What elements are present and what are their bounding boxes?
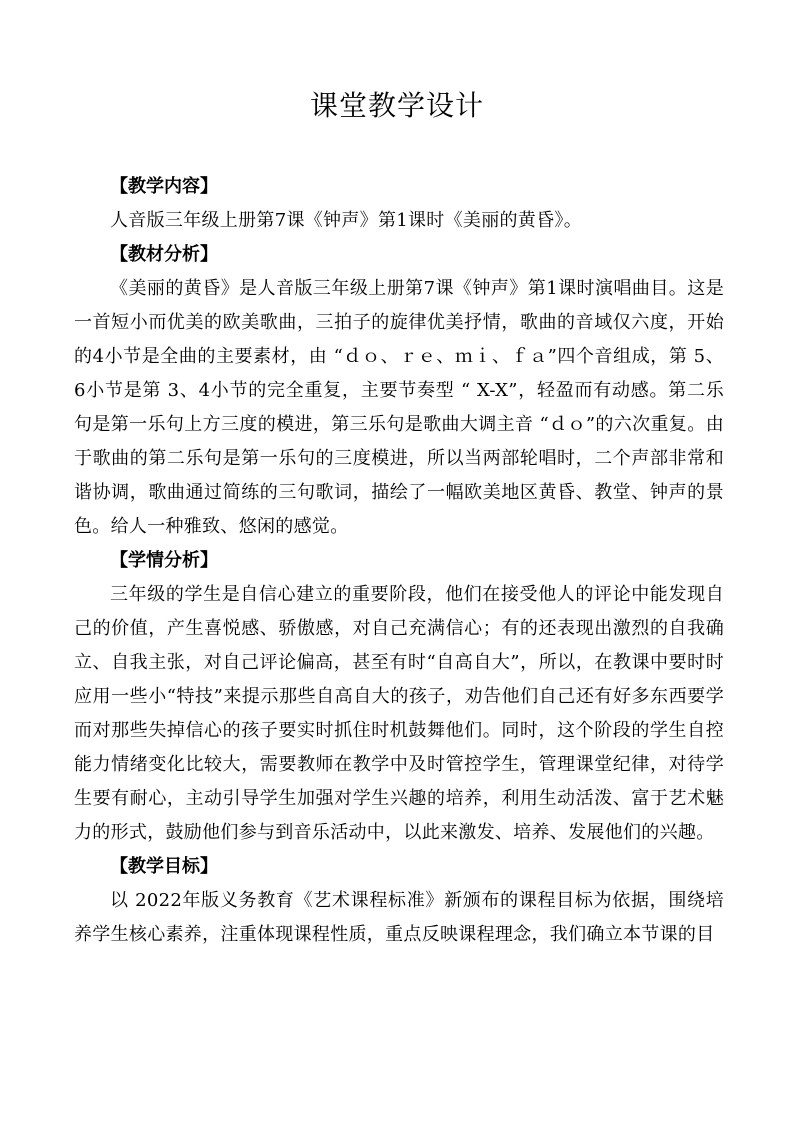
section-textbook-analysis: [74, 238, 724, 544]
page-title: 课堂教学设计: [309, 89, 484, 122]
section-heading: 【教材分析】: [110, 244, 218, 265]
section-teaching-content: [74, 170, 724, 238]
section-paragraph: 人音版三年级上册第7课《钟声》第1课时《美丽的黄昏》。: [110, 210, 583, 231]
section-heading: 【教学目标】: [110, 856, 218, 877]
document-body: [74, 170, 724, 952]
section-student-analysis: [74, 544, 724, 850]
section-heading: 【教学内容】: [110, 176, 218, 197]
section-paragraph: 以 2022年版义务教育《艺术课程标准》新颁布的课程目标为依据，围绕培养学生核心素养，注重体现课程性质，重点反映课程理念，我们确立本节课的目: [74, 890, 724, 945]
section-teaching-goals: [74, 850, 724, 952]
section-paragraph: 三年级的学生是自信心建立的重要阶段，他们在接受他人的评论中能发现自己的价值，产生喜悦感、骄傲感，对自己充满信心；有的还表现出激烈的自我确立、自我主张，对自己评论偏高，甚至有时“自高自大”，所以，在教课中要时时应用一些小“特技”来提示那些自高自大的孩子，劝告他们自己还有好多东西要学而对那些失掉信心的孩子要实时抓住时机鼓舞他们。同时，这个阶段的学生自控能力情绪变化比较大，需要教师在教学中及时管控学生，管理课堂纪律，对待学生要有耐心，主动引导学生加强对学生兴趣的培养，利用生动活泼、富于艺术魅力的形式，鼓励他们参与到音乐活动中，以此来激发、培养、发展他们的兴趣。: [74, 584, 724, 843]
section-paragraph: 《美丽的黄昏》是人音版三年级上册第7课《钟声》第1课时演唱曲目。这是一首短小而优美的欧美歌曲，三拍子的旋律优美抒情，歌曲的音域仅六度，开始的4小节是全曲的主要素材，由 “ｄｏ、ｒｅ、ｍｉ、ｆａ”四个音组成，第 5、6小节是第 3、4小节的完全重复，主要节奏型 “ X-X”，轻盈而有动感。第二乐句是第一乐句上方三度的模进，第三乐句是歌曲大调主音 “ｄｏ”的六次重复。由于歌曲的第二乐句是第一乐句的三度模进，所以当两部轮唱时，二个声部非常和谐协调，歌曲通过简练的三句歌词，描绘了一幅欧美地区黄昏、教堂、钟声的景色。给人一种雅致、悠闲的感觉。: [74, 278, 724, 537]
section-heading: 【学情分析】: [110, 550, 218, 571]
